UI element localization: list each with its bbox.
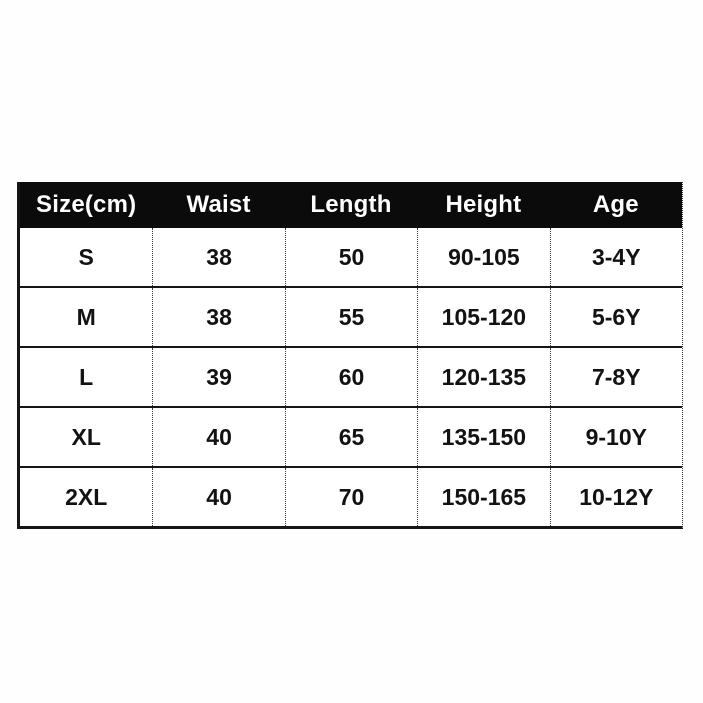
table-cell-waist: 38 — [152, 228, 284, 286]
column-header-size: Size(cm) — [36, 191, 137, 218]
table-row-m — [20, 288, 682, 348]
table-cell-size: S — [20, 228, 152, 286]
table-header-row — [20, 182, 682, 228]
table-cell-length: 50 — [285, 228, 417, 286]
table-row-l — [20, 348, 682, 408]
table-cell-length: 65 — [285, 408, 417, 466]
table-cell-age: 9-10Y — [550, 408, 682, 466]
column-header-height: Height — [445, 191, 522, 218]
table-cell-size: XL — [20, 408, 152, 466]
table-cell-age: 3-4Y — [550, 228, 682, 286]
table-cell-waist: 40 — [152, 408, 284, 466]
table-cell-length: 55 — [285, 288, 417, 346]
table-cell-size: M — [20, 288, 152, 346]
table-cell-size: L — [20, 348, 152, 406]
table-cell-height: 150-165 — [417, 468, 549, 526]
table-cell-age: 5-6Y — [550, 288, 682, 346]
table-row-2xl — [20, 468, 682, 526]
column-header-age: Age — [592, 191, 639, 218]
table-cell-height: 90-105 — [417, 228, 549, 286]
table-cell-size: 2XL — [20, 468, 152, 526]
table-cell-age: 7-8Y — [550, 348, 682, 406]
table-row-xl — [20, 408, 682, 468]
table-cell-waist: 38 — [152, 288, 284, 346]
table-cell-height: 135-150 — [417, 408, 549, 466]
column-header-waist: Waist — [186, 191, 251, 218]
column-header-length: Length — [310, 191, 392, 218]
table-row-s — [20, 228, 682, 288]
size-chart-table — [17, 182, 683, 529]
table-cell-height: 105-120 — [417, 288, 549, 346]
table-cell-waist: 39 — [152, 348, 284, 406]
table-cell-age: 10-12Y — [550, 468, 682, 526]
table-cell-waist: 40 — [152, 468, 284, 526]
table-cell-length: 60 — [285, 348, 417, 406]
table-cell-length: 70 — [285, 468, 417, 526]
table-cell-height: 120-135 — [417, 348, 549, 406]
